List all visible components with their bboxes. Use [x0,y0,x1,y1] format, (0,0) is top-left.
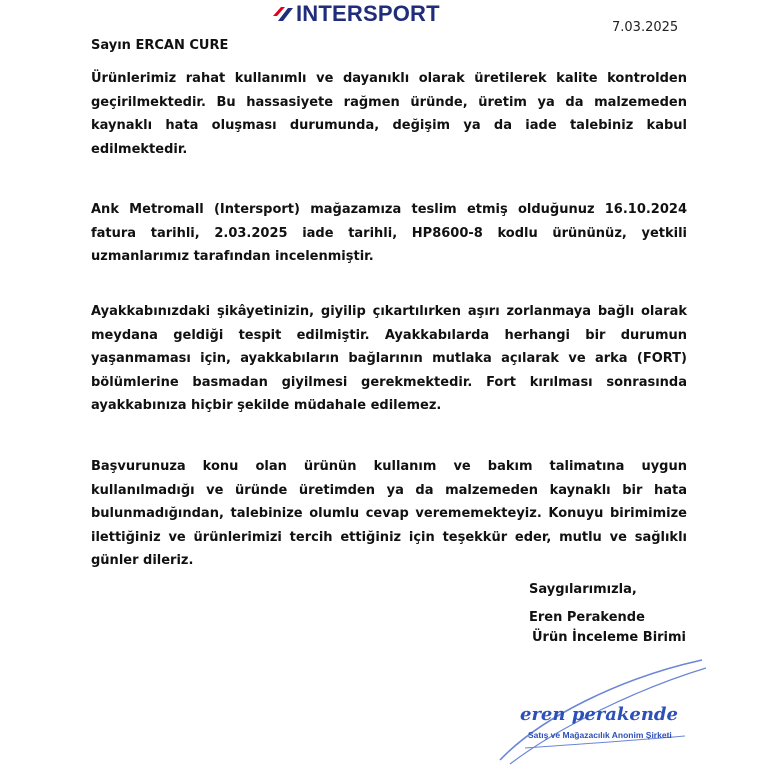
brand-name: INTERSPORT [296,1,440,26]
paragraph-1: Ürünlerimiz rahat kullanımlı ve dayanıklı olarak üretilerek kalite kontrolden geçirilmektedir. Bu hassasiyete rağmen üründe, üretim ya da malzemeden kaynaklı hata oluşması durumunda, değişim ya da iade talebiniz kabul edilmektedir. [91,71,687,157]
paragraph-2: Ank Metromall (Intersport) mağazamıza teslim etmiş olduğunuz 16.10.2024 fatura tarihli, 2.03.2025 iade tarihli, HP8600-8 kodlu ürününüz, yetkili uzmanlarımız tarafından incelenmiştir. [91,202,687,264]
closing-company: Eren Perakende [529,610,645,625]
stamp-company-name: eren perakende [520,704,678,725]
stamp-company-subtitle: Satış ve Mağazacılık Anonim Şirketi [528,730,672,740]
company-stamp [470,648,710,768]
intersport-logo-icon [272,4,294,24]
salutation: Sayın ERCAN CURE [91,38,229,53]
intersport-logo [272,2,440,26]
paragraph-4: Başvurunuza konu olan ürünün kullanım ve bakım talimatına uygun kullanılmadığı ve üründe üretimden ya da malzemeden kaynaklı bir hata bulunmadığından, talebinize olumlu cevap verememekteyiz. Konuyu birimimize ilettiğiniz ve ürünlerimizi tercih ettiğiniz için teşekkür eder, mutlu ve sağlıklı günler dileriz. [91,459,687,568]
closing-regards: Saygılarımızla, [529,582,637,597]
letter-date: 7.03.2025 [612,20,679,35]
closing-department: Ürün İnceleme Birimi [532,630,687,645]
paragraph-3: Ayakkabınızdaki şikâyetinizin, giyilip çıkartılırken aşırı zorlanmaya bağlı olarak meydana geldiği tespit edilmiştir. Ayakkabılarda herhangi bir durumun yaşanmaması için, ayakkabıların bağlarının mutlaka açılarak ve arka (FORT) bölümlerine basmadan giyilmesi gerekmektedir. Fort kırılması sonrasında ayakkabınıza hiçbir şekilde müdahale edilemez. [91,304,687,413]
